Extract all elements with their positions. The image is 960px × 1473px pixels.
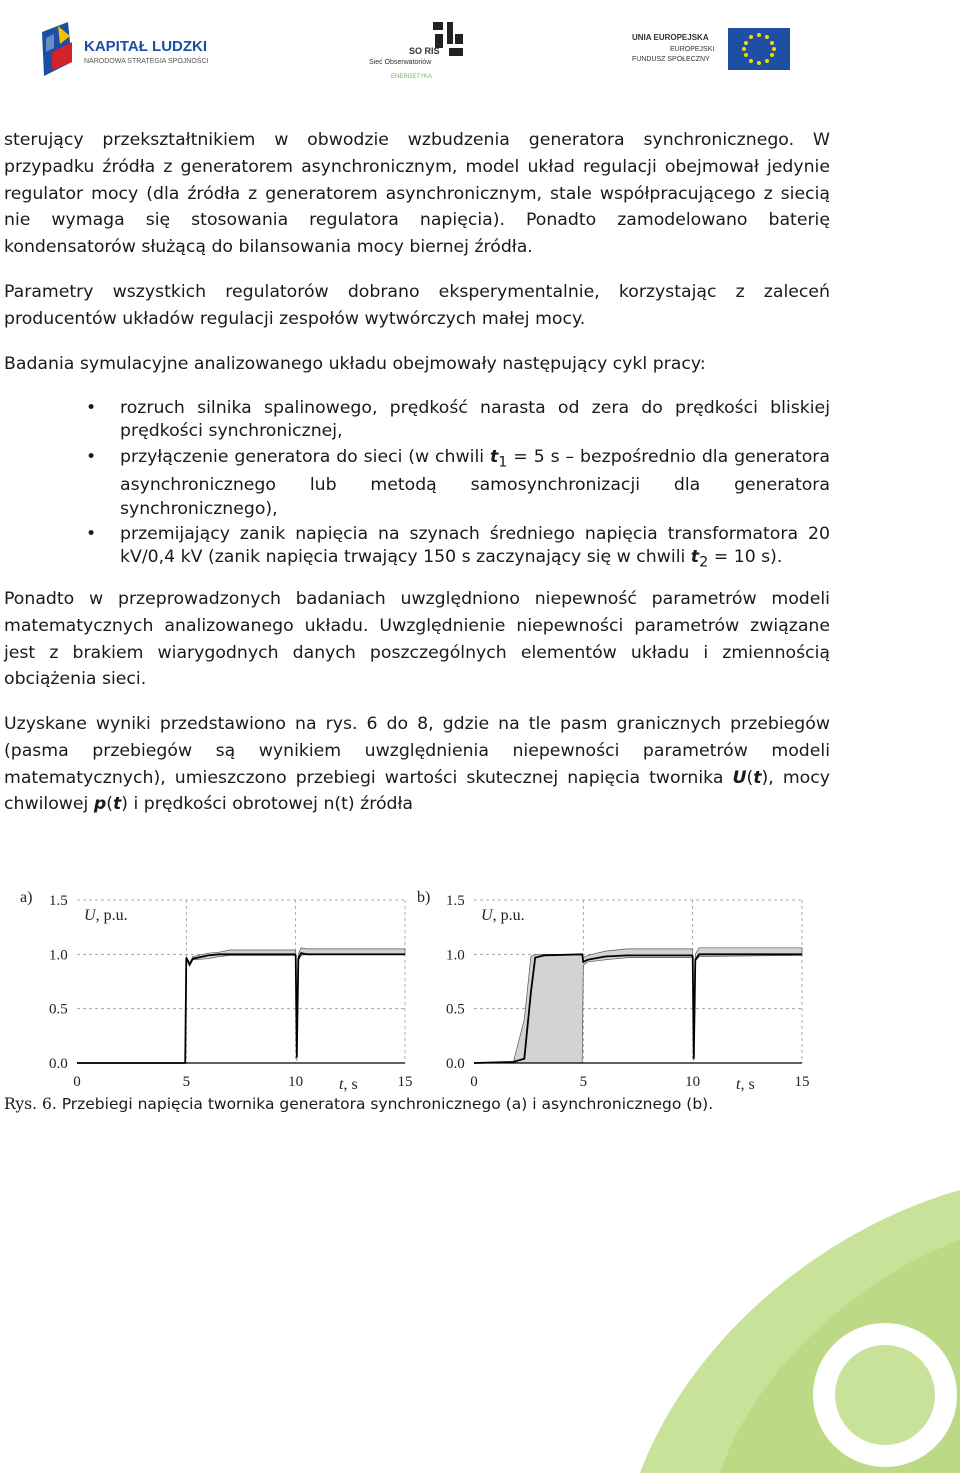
kapital-ludzki-title: KAPITAŁ LUDZKI [84,38,208,55]
bullet-icon: • [86,446,97,467]
list-item [0,523,830,575]
x-tick-label: 0 [470,1074,478,1090]
y-tick-label: 0.0 [49,1056,68,1072]
x-axis-label: t, s [339,1076,358,1093]
x-tick-label: 15 [794,1074,810,1090]
list-item-text: = 5 s – bezpośrednio dla generatora asynchronicznego lub metodą samosynchronizacji dla generatora synchronicznego), [120,446,831,519]
x-tick-label: 15 [397,1074,413,1090]
so-ris-title: SO RIS [409,46,440,56]
kapital-ludzki-subtitle: NARODOWA STRATEGIA SPÓJNOŚCI [84,58,209,65]
list-item [0,446,830,521]
time-symbol: t [489,446,499,467]
kapital-ludzki-logo [38,18,238,82]
y-tick-label: 0.0 [446,1056,465,1072]
x-tick-label: 5 [182,1074,191,1090]
list-item-text: przyłączenie generatora do sieci (w chwili [120,446,490,467]
eu-line-2: EUROPEJSKI [670,46,715,53]
paragraph-1: sterujący przekształtnikiem w obwodzie wzbudzenia generatora synchronicznego. W przypadku źródła z generatorem asynchronicznym, model układ regulacji obejmował jedynie regulator mocy (dla źródła z generatorem asynchronicznym, stale współpracującego z siecią nie wymaga się stosowania regulatora napięcia). Ponadto zamodelowano baterię kondensatorów służącą do bilansowania mocy biernej źródła. [4,130,830,258]
time-subscript: 1 [498,454,508,471]
paragraph-5: Uzyskane wyniki przedstawiono na rys. 6 do 8, gdzie na tle pasm granicznych przebiegów (pasma przebiegów są wynikiem uwzględnienia niepewności parametrów modeli matematycznych), umieszczono przebiegi wartości skutecznej napięcia twornika U(t), mocy chwilowej p(t) i prędkości obrotowej n(t) źródła [4,714,830,815]
so-ris-logo [365,18,470,82]
eu-line-3: FUNDUSZ SPOŁECZNY [632,56,710,63]
x-axis-label: t, s [736,1076,755,1093]
voltage-symbol: U [732,767,747,788]
y-tick-label: 0.5 [446,1001,465,1018]
list-item-text: przemijający zanik napięcia na szynach średniego napięcia transformatora 20 kV/0,4 kV (zanik napięcia trwający 150 s zaczynający się w chwili [120,523,830,568]
y-tick-label: 0.5 [49,1001,68,1018]
x-tick-label: 10 [288,1074,304,1090]
y-tick-label: 1.0 [446,947,465,964]
bullet-icon: • [86,523,97,544]
paragraph-4: Ponadto w przeprowadzonych badaniach uwzględniono niepewność parametrów modeli matematycznych analizowanego układu. Uwzględnienie niepewności parametrów związane jest z brakiem wiarygodnych danych poszczególnych elementów układu i zmiennością obciążenia sieci. [4,589,830,690]
figure-6 [0,880,830,1100]
x-tick-label: 10 [685,1074,701,1090]
y-tick-label: 1.5 [49,893,68,909]
x-tick-label: 5 [579,1074,588,1090]
eu-line-1: UNIA EUROPEJSKA [632,33,709,42]
time-subscript: 2 [699,554,709,571]
y-axis-label: U, p.u. [481,907,525,924]
figure-number: Rys. 6. [4,1095,57,1113]
list-item-text: rozruch silnika spalinowego, prędkość narasta od zera do prędkości bliskiej prędkości synchronicznej, [120,398,830,442]
so-ris-subtitle: Sieć Obserwatoriów [369,59,432,66]
paragraph-3: Badania symulacyjne analizowanego układu obejmowały następujący cykl pracy: [4,354,706,374]
work-cycle-list [0,397,830,577]
caption-text: Przebiegi napięcia twornika generatora synchronicznego (a) i asynchronicznego (b). [56,1095,714,1113]
power-symbol: p [93,794,107,815]
y-axis-label: U, p.u. [84,907,128,924]
y-tick-label: 1.0 [49,947,68,964]
list-item [0,397,830,444]
paragraph-2: Parametry wszystkich regulatorów dobrano eksperymentalnie, korzystając z zaleceń producentów układów regulacji zespołów wytwórczych małej mocy. [4,282,830,329]
page-header [0,0,960,100]
x-tick-label: 0 [73,1074,81,1090]
eu-logo [630,24,795,74]
uncertainty-band [474,948,802,1063]
panel-label: b) [417,889,431,906]
so-ris-energetyka: ENERGETYKA [391,74,433,80]
y-tick-label: 1.5 [446,893,465,909]
list-item-text: = 10 s). [708,547,783,568]
voltage-trace [77,953,405,1063]
panel-label: a) [20,889,33,906]
uncertainty-band [77,948,405,1063]
decorative-corner-shape [520,1080,960,1473]
time-symbol: t [690,547,700,568]
voltage-charts [0,880,830,1095]
bullet-icon: • [86,398,97,418]
